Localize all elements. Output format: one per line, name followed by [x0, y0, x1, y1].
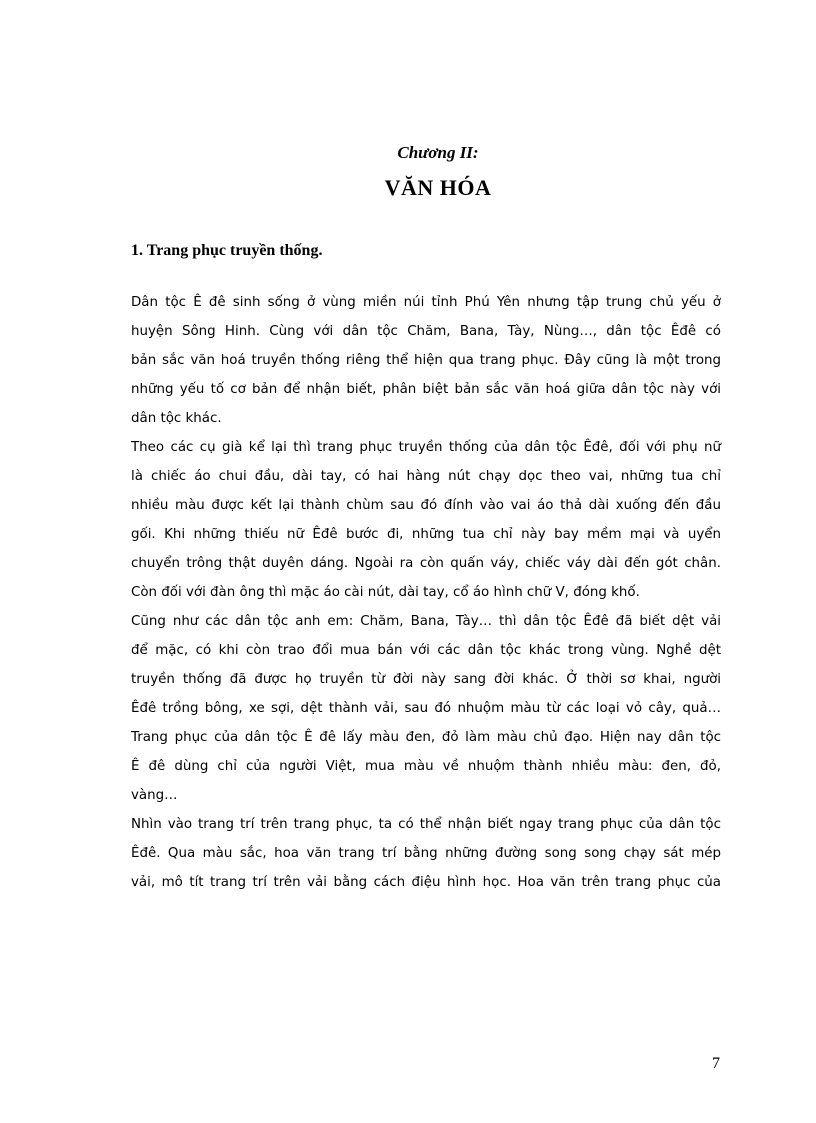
text-line: để mặc, có khi còn trao đổi mua bán với các dân tộc khác trong vùng. Nghề dệt	[131, 643, 721, 658]
text-line: gối. Khi những thiếu nữ Êđê bước đi, những tua chỉ này bay mềm mại và uyển	[131, 527, 721, 542]
text-line: dân tộc khác.	[131, 411, 222, 426]
body-text	[131, 288, 721, 897]
text-line: huyện Sông Hinh. Cùng với dân tộc Chăm, Bana, Tày, Nùng…, dân tộc Êđê có	[131, 324, 721, 339]
text-line: Dân tộc Ê đê sinh sống ở vùng miền núi tỉnh Phú Yên nhưng tập trung chủ yếu ở	[131, 295, 721, 310]
chapter-label: Chương II:	[397, 143, 479, 162]
text-line: truyền thống đã được họ truyền từ đời này sang đời khác. Ở thời sơ khai, người	[131, 672, 721, 687]
text-line: những yếu tố cơ bản để nhận biết, phân biệt bản sắc văn hoá giữa dân tộc này với	[131, 382, 721, 397]
text-line: vải, mô tít trang trí trên vải bằng cách điệu hình học. Hoa văn trên trang phục của	[131, 875, 721, 890]
text-line: bản sắc văn hoá truyền thống riêng thể hiện qua trang phục. Đây cũng là một trong	[131, 353, 721, 368]
chapter-title: VĂN HÓA	[384, 175, 492, 200]
text-line: chuyển trông thật duyên dáng. Ngoài ra còn quấn váy, chiếc váy dài đến gót chân.	[131, 556, 721, 571]
text-line: Êđê trồng bông, xe sợi, dệt thành vải, sau đó nhuộm màu từ các loại vỏ cây, quả…	[131, 701, 721, 716]
text-line: Trang phục của dân tộc Ê đê lấy màu đen, đỏ làm màu chủ đạo. Hiện nay dân tộc	[131, 730, 721, 745]
page-number: 7	[712, 1055, 720, 1072]
text-line: Cũng như các dân tộc anh em: Chăm, Bana, Tày… thì dân tộc Êđê đã biết dệt vải	[131, 614, 721, 629]
text-line: là chiếc áo chui đầu, dài tay, có hai hàng nút chạy dọc theo vai, những tua chỉ	[131, 469, 721, 484]
text-line: Theo các cụ già kể lại thì trang phục truyền thống của dân tộc Êđê, đối với phụ nữ	[131, 440, 721, 455]
text-line: nhiều màu được kết lại thành chùm sau đó đính vào vai áo thả dài xuống đến đầu	[131, 498, 721, 513]
text-line: vàng…	[131, 788, 178, 803]
text-line: Ê đê dùng chỉ của người Việt, mua màu về nhuộm thành nhiều màu: đen, đỏ,	[131, 759, 721, 774]
text-line: Nhìn vào trang trí trên trang phục, ta có thể nhận biết ngay trang phục của dân tộc	[131, 817, 721, 832]
text-line: Êđê. Qua màu sắc, hoa văn trang trí bằng những đường song song chạy sát mép	[131, 846, 721, 861]
section-heading: 1. Trang phục truyền thống.	[131, 242, 323, 259]
text-line: Còn đối với đàn ông thì mặc áo cài nút, dài tay, cổ áo hình chữ V, đóng khố.	[131, 585, 640, 600]
